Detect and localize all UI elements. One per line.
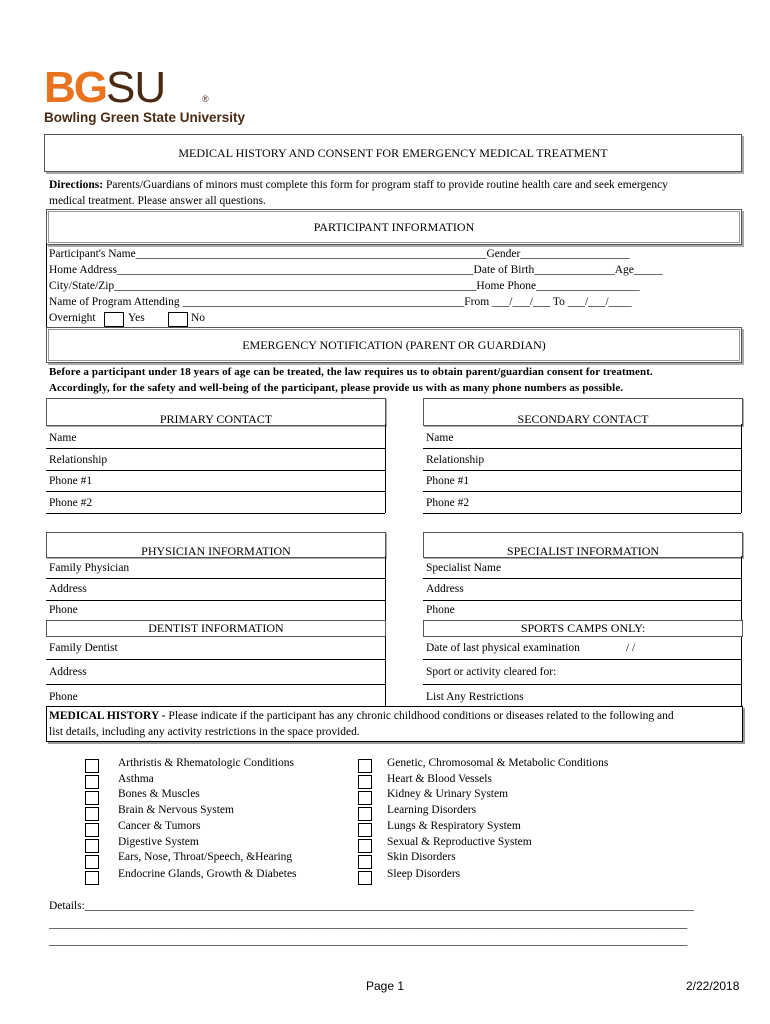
row-rule	[46, 448, 385, 449]
condition-label: Endocrine Glands, Growth & Diabetes	[118, 868, 297, 880]
university-name: Bowling Green State University	[44, 110, 246, 125]
overnight-yes-label: Yes	[128, 312, 145, 324]
condition-checkbox[interactable]	[358, 791, 372, 805]
condition-checkbox[interactable]	[358, 871, 372, 885]
condition-checkbox[interactable]	[85, 807, 99, 821]
physician-info-heading: PHYSICIAN INFORMATION	[46, 532, 386, 558]
primary-right-border	[385, 424, 386, 513]
physician-phone-field[interactable]: Phone	[49, 604, 78, 616]
medical-history-line-2: list details, including any activity restrictions in the space provided.	[49, 726, 360, 738]
condition-checkbox[interactable]	[358, 855, 372, 869]
dentist-address-field[interactable]: Address	[49, 666, 87, 678]
row-rule	[46, 491, 385, 492]
row-rule	[46, 659, 385, 660]
condition-label: Asthma	[118, 773, 154, 785]
condition-label: Heart & Blood Vessels	[387, 773, 492, 785]
details-line-1[interactable]: Details:__________________________________________________________________________________________________________	[49, 900, 694, 912]
dentist-phone-field[interactable]: Phone	[49, 691, 78, 703]
row-rule	[423, 513, 741, 514]
secondary-contact-heading: SECONDARY CONTACT	[423, 398, 743, 426]
condition-checkbox[interactable]	[358, 839, 372, 853]
city-state-zip-line[interactable]: City/State/Zip_______________________________________________________________Home Phone__________________	[49, 280, 640, 292]
condition-checkbox[interactable]	[85, 871, 99, 885]
primary-name-field[interactable]: Name	[49, 432, 77, 444]
condition-label: Genetic, Chromosomal & Metabolic Conditions	[387, 757, 609, 769]
participant-info-heading: PARTICIPANT INFORMATION	[46, 209, 742, 245]
condition-checkbox[interactable]	[358, 775, 372, 789]
condition-checkbox[interactable]	[358, 759, 372, 773]
condition-label: Learning Disorders	[387, 804, 477, 816]
secondary-name-field[interactable]: Name	[426, 432, 454, 444]
primary-relationship-field[interactable]: Relationship	[49, 454, 108, 466]
condition-label: Bones & Muscles	[118, 788, 200, 800]
condition-label: Digestive System	[118, 836, 199, 848]
condition-label: Sleep Disorders	[387, 868, 461, 880]
row-rule	[423, 578, 741, 579]
sport-cleared-field[interactable]: Sport or activity cleared for:	[426, 666, 557, 678]
row-rule	[423, 470, 741, 471]
specialist-phone-field[interactable]: Phone	[426, 604, 455, 616]
list-restrictions-field[interactable]: List Any Restrictions	[426, 691, 524, 703]
row-rule	[46, 578, 385, 579]
directions-line-2: medical treatment. Please answer all questions.	[49, 195, 266, 207]
secondary-phone1-field[interactable]: Phone #1	[426, 475, 470, 487]
condition-checkbox[interactable]	[358, 807, 372, 821]
condition-label: Kidney & Urinary System	[387, 788, 509, 800]
details-line-3[interactable]: _______________________________________________________________________________________________________________	[49, 935, 688, 947]
row-rule	[46, 470, 385, 471]
condition-checkbox[interactable]	[85, 839, 99, 853]
primary-phone2-field[interactable]: Phone #2	[49, 497, 93, 509]
home-address-line[interactable]: Home Address______________________________________________________________Date of Birth______________Age_____	[49, 264, 663, 276]
condition-label: Skin Disorders	[387, 851, 456, 863]
row-rule	[423, 684, 741, 685]
primary-contact-heading: PRIMARY CONTACT	[46, 398, 386, 426]
physician-address-field[interactable]: Address	[49, 583, 87, 595]
page-number: Page 1	[366, 979, 405, 993]
sports-camps-heading: SPORTS CAMPS ONLY:	[423, 620, 743, 637]
overnight-no-checkbox[interactable]	[168, 312, 188, 327]
row-rule	[423, 448, 741, 449]
condition-label: Brain & Nervous System	[118, 804, 234, 816]
secondary-right-border	[741, 424, 742, 513]
condition-label: Cancer & Tumors	[118, 820, 201, 832]
bgsu-logo	[44, 63, 254, 126]
condition-label: Arthristis & Rhematologic Conditions	[118, 757, 295, 769]
condition-checkbox[interactable]	[358, 823, 372, 837]
emergency-note-1: Before a participant under 18 years of age can be treated, the law requires us to obtain parent/guardian consent for treatment.	[49, 366, 653, 378]
primary-phone1-field[interactable]: Phone #1	[49, 475, 93, 487]
last-physical-field[interactable]: Date of last physical examination / /	[426, 642, 636, 654]
directions-line-1: Directions: Parents/Guardians of minors must complete this form for program staff to provide routine health care and seek emergency	[49, 179, 668, 191]
specialist-name-field[interactable]: Specialist Name	[426, 562, 502, 574]
emergency-note-2: Accordingly, for the safety and well-being of the participant, please provide us with as many phone numbers as possible.	[49, 382, 624, 394]
row-rule	[423, 491, 741, 492]
family-physician-field[interactable]: Family Physician	[49, 562, 130, 574]
secondary-relationship-field[interactable]: Relationship	[426, 454, 485, 466]
footer-date: 2/22/2018	[686, 979, 740, 993]
row-rule	[46, 513, 385, 514]
condition-label: Lungs & Respiratory System	[387, 820, 521, 832]
logo-wordmark: BGSU	[44, 63, 166, 112]
medical-history-line-1: MEDICAL HISTORY - Please indicate if the participant has any chronic childhood conditions or diseases related to the following and	[49, 710, 674, 722]
specialist-address-field[interactable]: Address	[426, 583, 464, 595]
specialist-info-heading: SPECIALIST INFORMATION	[423, 532, 743, 558]
overnight-no-label: No	[191, 312, 206, 324]
condition-label: Ears, Nose, Throat/Speech, &Hearing	[118, 851, 293, 863]
registered-mark: ®	[202, 94, 209, 104]
overnight-yes-checkbox[interactable]	[104, 312, 124, 327]
condition-label: Sexual & Reproductive System	[387, 836, 532, 848]
condition-checkbox[interactable]	[85, 823, 99, 837]
condition-checkbox[interactable]	[85, 855, 99, 869]
row-rule	[46, 684, 385, 685]
condition-checkbox[interactable]	[85, 775, 99, 789]
row-rule	[46, 600, 385, 601]
condition-checkbox[interactable]	[85, 791, 99, 805]
details-line-2[interactable]: _______________________________________________________________________________________________________________	[49, 918, 688, 930]
participant-left-border	[46, 243, 47, 329]
form-title: MEDICAL HISTORY AND CONSENT FOR EMERGENCY MEDICAL TREATMENT	[44, 134, 742, 172]
participant-name-line[interactable]: Participant's Name_____________________________________________________________Gender___________________	[49, 248, 630, 260]
dentist-info-heading: DENTIST INFORMATION	[46, 620, 386, 637]
overnight-label: Overnight	[49, 312, 96, 324]
family-dentist-field[interactable]: Family Dentist	[49, 642, 118, 654]
emergency-notification-heading: EMERGENCY NOTIFICATION (PARENT OR GUARDIAN)	[46, 327, 742, 363]
row-rule	[423, 600, 741, 601]
secondary-phone2-field[interactable]: Phone #2	[426, 497, 470, 509]
condition-checkbox[interactable]	[85, 759, 99, 773]
program-attending-line[interactable]: Name of Program Attending _________________________________________________From ___/___/___ To ___/___/____	[49, 296, 632, 308]
row-rule	[423, 659, 741, 660]
